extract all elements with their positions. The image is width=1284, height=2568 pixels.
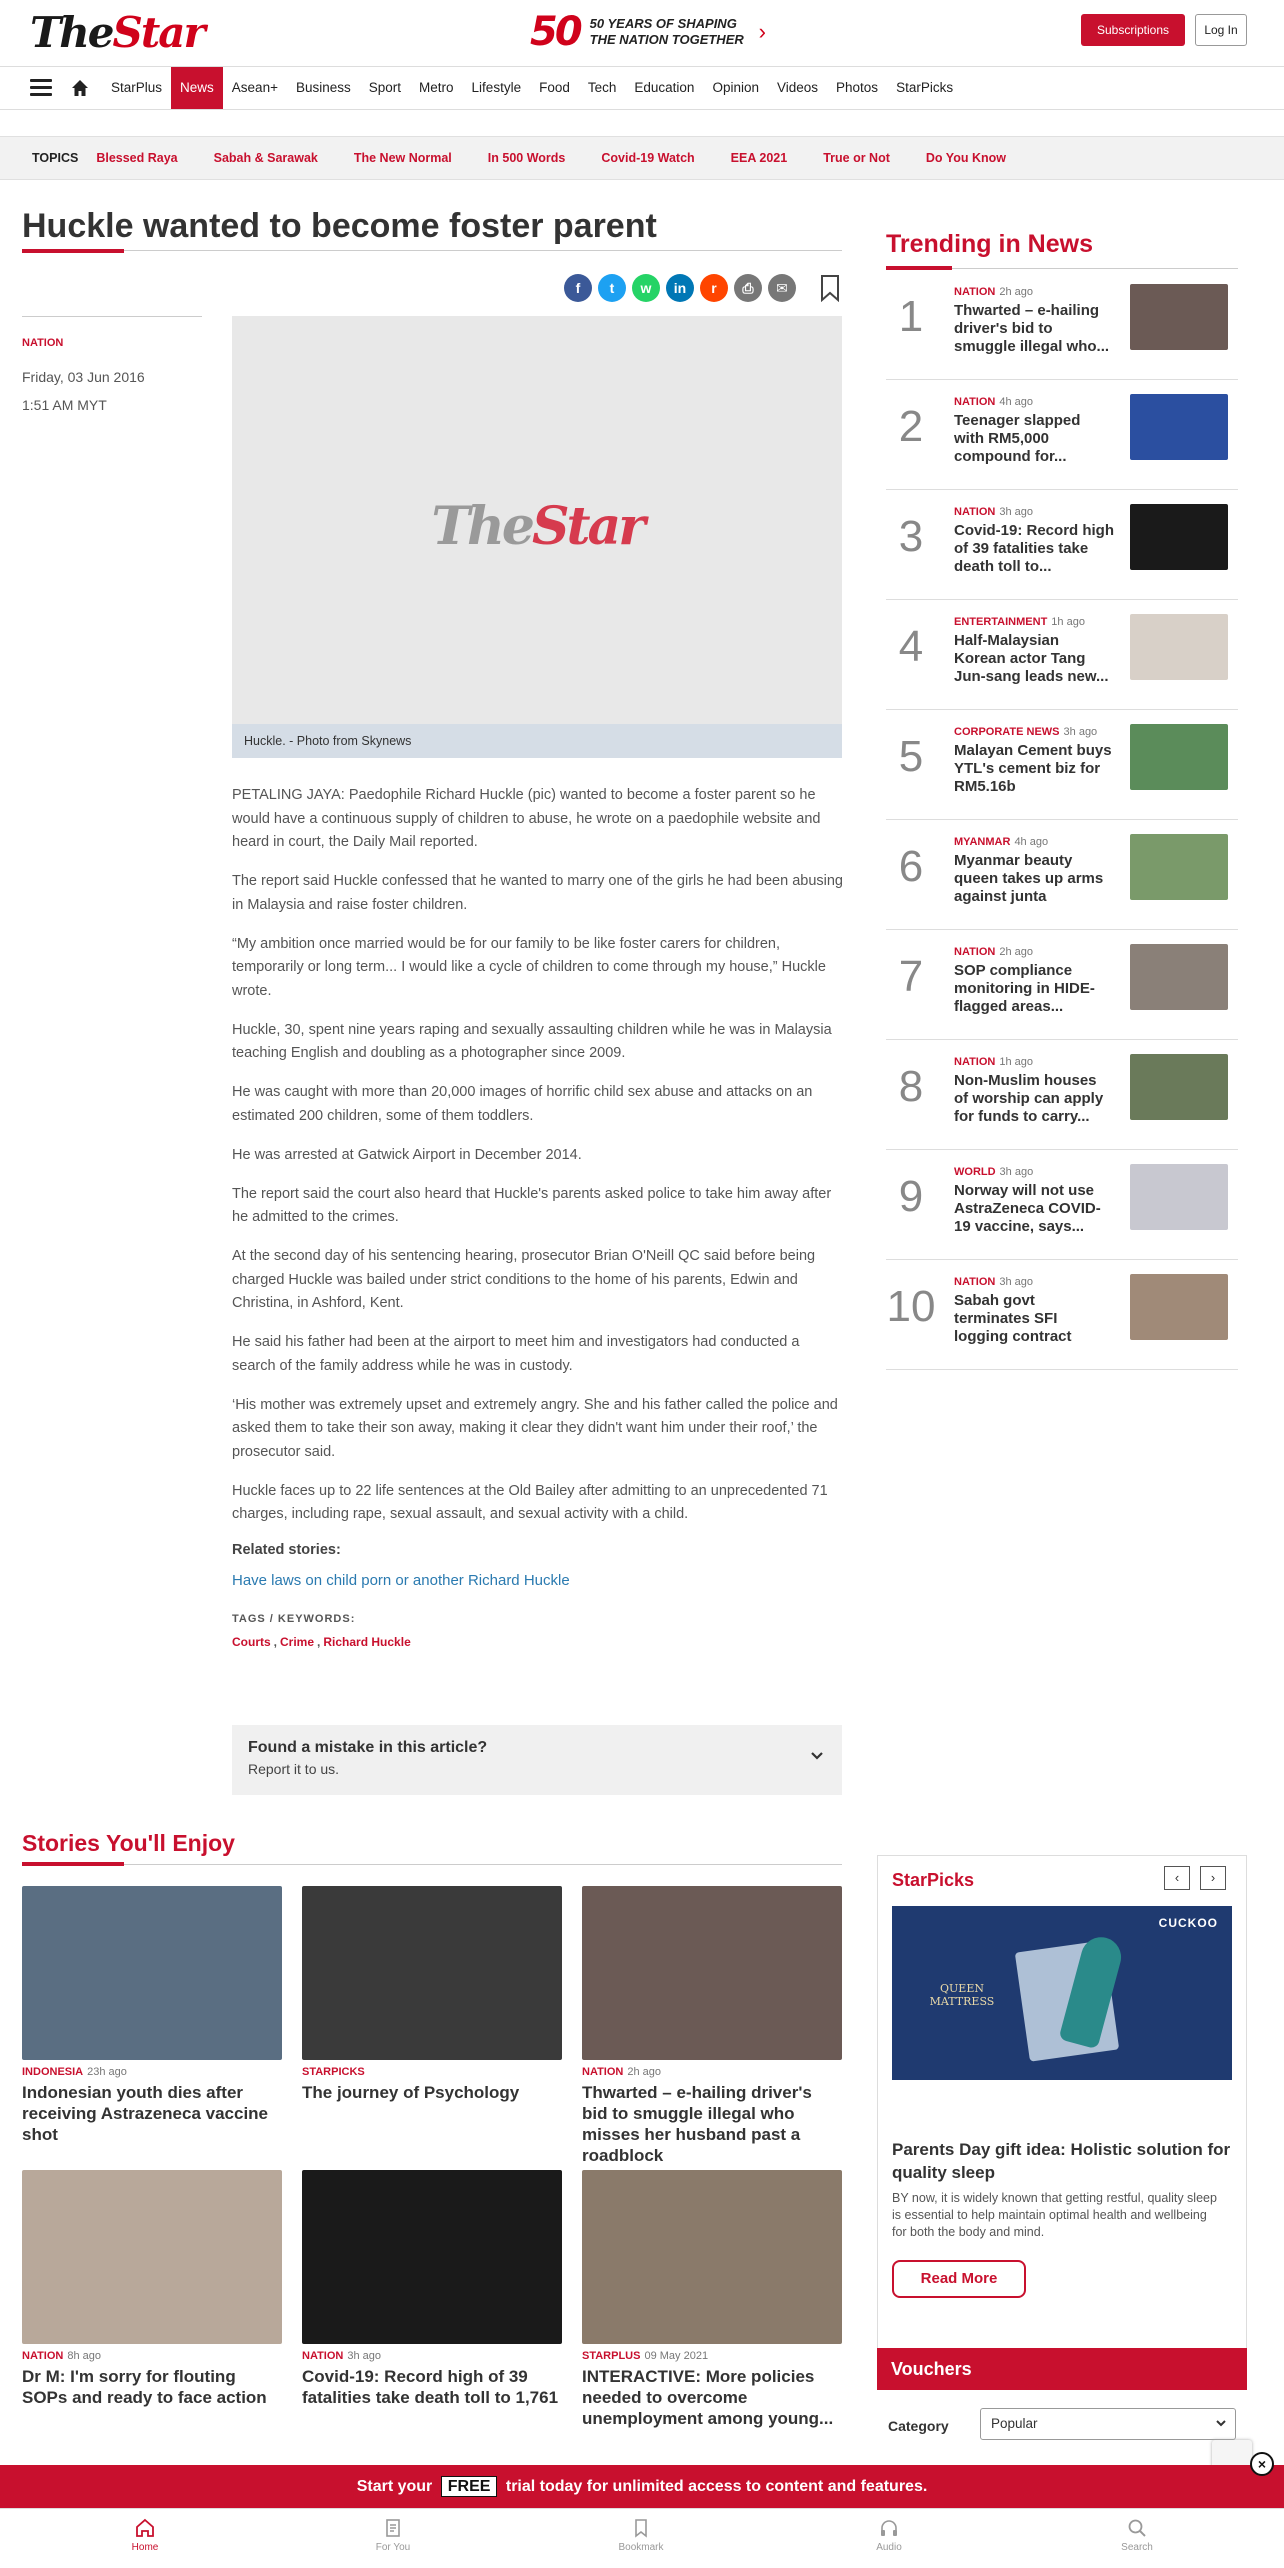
stories-accent [22,1862,124,1866]
chevron-right-icon: › [758,19,766,44]
nav-item-business[interactable]: Business [295,80,351,95]
trending-rank: 3 [898,512,924,561]
trending-headline[interactable]: Covid-19: Record high of 39 fatalities take death toll to... [954,522,1115,575]
article-paragraph: PETALING JAYA: Paedophile Richard Huckle (pic) wanted to become a foster parent so he would have a continuous supply of children to abuse, he wrote on a paedophile website and heard in court, the Daily Mail reported. [232,787,821,850]
topics-bar [0,136,1284,180]
trending-rank: 10 [886,1282,936,1331]
promo-text-start: Start your [356,2478,433,2495]
tab-search[interactable] [1097,2517,1177,2553]
trending-rank: 8 [898,1062,924,1111]
chevron-right-icon[interactable]: › [1200,1866,1226,1890]
trending-thumbnail[interactable] [1130,614,1228,680]
trending-rank: 9 [898,1172,924,1221]
nav-item-food[interactable]: Food [539,80,570,95]
trending-rank: 4 [898,622,924,671]
story-category[interactable]: STARPLUS 09 May 2021 [582,2350,709,2362]
tab-label: For You [375,2542,411,2553]
trending-title: Trending in News [886,230,1093,258]
anniversary-banner[interactable] [530,10,766,54]
trending-time: 3h ago [999,506,1034,518]
trending-item[interactable] [886,930,1238,1040]
trending-thumbnail[interactable] [1130,394,1228,460]
mistake-heading: Found a mistake in this article? [248,1739,488,1756]
logo-the: The [30,8,113,57]
article-paragraph: Huckle faces up to 22 life sentences at the Old Bailey after admitting to an unprecedented 71 charges, including rape, sexual assault, and sexual activity with a child. [232,1482,828,1522]
trending-time: 4h ago [1014,836,1049,848]
starpicks-widget [877,1855,1247,2350]
story-card[interactable] [582,2170,842,2429]
anniversary-number: 50 [530,9,580,55]
trending-item[interactable] [886,490,1238,600]
tags-heading: TAGS / KEYWORDS: [232,1613,356,1625]
trending-thumbnail[interactable] [1130,944,1228,1010]
tab-home[interactable] [105,2517,185,2553]
bookmark-icon [630,2517,652,2539]
tag-link[interactable]: Crime [280,1635,315,1649]
trending-category[interactable]: NATION 3h ago [954,1276,1034,1288]
topic-link[interactable]: Covid-19 Watch [601,151,695,165]
trending-time: 1h ago [1051,616,1085,628]
trending-category[interactable]: NATION 2h ago [954,946,1034,958]
image-caption: Huckle. - Photo from Skynews [232,724,842,758]
nav-item-tech[interactable]: Tech [587,80,617,95]
story-image[interactable] [582,1886,842,2060]
trending-thumbnail[interactable] [1130,1274,1228,1340]
article-paragraph: He was caught with more than 20,000 images of horrific child sex abuse and attacks on an estimated 200 children, some of them toddlers. [232,1084,813,1124]
trending-category[interactable]: NATION 3h ago [954,506,1034,518]
nav-item-lifestyle[interactable]: Lifestyle [471,80,522,95]
tab-for-you[interactable] [353,2517,433,2553]
topic-link[interactable]: Sabah & Sarawak [213,151,318,165]
story-image[interactable] [582,2170,842,2344]
article-time: 1:51 AM MYT [22,397,107,413]
trending-item[interactable] [886,1040,1238,1150]
anniversary-text: 50 YEARS OF SHAPING THE NATION TOGETHER [589,16,744,47]
trending-category[interactable]: ENTERTAINMENT 1h ago [954,616,1085,628]
topic-link[interactable]: In 500 Words [487,151,566,165]
close-icon[interactable]: × [1250,2452,1274,2476]
ad-brand: CUCKOO [1158,1916,1218,1930]
chevron-down-icon[interactable] [810,1749,824,1763]
nav-item-opinion[interactable]: Opinion [712,80,759,95]
story-category[interactable]: NATION 8h ago [22,2350,102,2362]
trending-thumbnail[interactable] [1130,284,1228,350]
category-select[interactable] [980,2408,1236,2440]
topic-link[interactable]: Do You Know [925,151,1006,165]
trending-thumbnail[interactable] [1130,1164,1228,1230]
title-accent [22,249,124,253]
topic-link[interactable]: Blessed Raya [96,151,178,165]
trending-thumbnail[interactable] [1130,834,1228,900]
nav-item-sport[interactable]: Sport [368,80,402,95]
story-category[interactable]: INDONESIA 23h ago [22,2066,127,2078]
trending-headline[interactable]: Half-Malaysian Korean actor Tang Jun-sang leads new... [954,632,1109,685]
story-image[interactable] [22,2170,282,2344]
trending-rank: 2 [898,402,924,451]
share-bar [564,274,802,302]
article-paragraph: He said his father had been at the airport to meet him and investigators had conducted a search of the family address while he was in custody. [232,1334,800,1374]
bottom-tab-bar [0,2508,1284,2568]
trending-headline[interactable]: Sabah govt terminates SFI logging contract [954,1292,1072,1345]
reddit-icon[interactable]: r [700,274,728,302]
story-category[interactable]: NATION 2h ago [582,2066,662,2078]
title-divider [22,250,842,251]
story-headline[interactable]: Thwarted – e-hailing driver's bid to smuggle illegal who misses her husband past a roadblock [582,2083,812,2165]
bookmark-icon[interactable] [818,274,842,302]
trending-item[interactable] [886,380,1238,490]
trending-headline[interactable]: Malayan Cement buys YTL's cement biz for RM5.16b [954,742,1112,795]
trending-item[interactable] [886,710,1238,820]
story-image[interactable] [302,1886,562,2060]
logo-star: Star [112,8,204,57]
tab-label: Home [131,2542,159,2553]
linkedin-icon[interactable]: in [666,274,694,302]
story-headline[interactable]: Dr M: I'm sorry for flouting SOPs and ready to face action [22,2367,267,2407]
whatsapp-icon[interactable]: w [632,274,660,302]
trending-item[interactable] [886,600,1238,710]
read-more-button[interactable]: Read More [892,2260,1026,2298]
trending-headline[interactable]: Norway will not use AstraZeneca COVID-19 vaccine, says... [954,1182,1101,1235]
trending-headline[interactable]: Thwarted – e-hailing driver's bid to smuggle illegal who... [954,302,1110,355]
subscriptions-button[interactable]: Subscriptions [1081,14,1185,46]
home-icon[interactable] [70,78,90,98]
starpicks-ad-image[interactable] [892,1906,1232,2080]
trending-rank: 1 [898,292,924,341]
trending-item[interactable] [886,820,1238,930]
article-paragraph: ‘His mother was extremely upset and extremely angry. She and his father called the police and asked them to take their son away, making it clear they didn't want him under their roof,’ the prosecutor said. [232,1396,838,1460]
tag-link[interactable]: Courts [232,1635,271,1649]
starpicks-headline[interactable]: Parents Day gift idea: Holistic solution for quality sleep [892,2140,1231,2182]
article-paragraph: “My ambition once married would be for our family to be like foster carers for children, temporarily or long term... I would like a cycle of children to come through my house,” Huckle wrote. [232,935,826,999]
trending-item[interactable] [886,1150,1238,1260]
print-icon[interactable]: ⎙ [734,274,762,302]
tab-label: Search [1121,2542,1153,2553]
nav-item-videos[interactable]: Videos [776,80,819,95]
article-paragraph: The report said the court also heard that Huckle's parents asked police to take him away after he admitted to the crimes. [232,1185,832,1225]
trending-time: 2h ago [999,946,1034,958]
main-nav [0,66,1284,110]
story-card[interactable] [302,2170,562,2408]
story-time: 23h ago [87,2066,127,2078]
twitter-icon[interactable]: t [598,274,626,302]
story-headline[interactable]: Indonesian youth dies after receiving Astrazeneca vaccine shot [22,2083,269,2144]
category-value: Popular [991,2416,1038,2431]
trending-time: 3h ago [1063,726,1098,738]
home-icon [134,2517,156,2539]
article-title: Huckle wanted to become foster parent [22,207,657,245]
topics-label: TOPICS [32,151,79,165]
login-button[interactable]: Log In [1195,14,1247,46]
vouchers-header: Vouchers [877,2348,1247,2390]
trending-category[interactable]: NATION 1h ago [954,1056,1034,1068]
story-image[interactable] [22,1886,282,2060]
article-body [232,784,844,1649]
story-headline[interactable]: INTERACTIVE: More policies needed to overcome unemployment among young... [582,2367,834,2428]
nav-list [102,67,962,109]
story-card[interactable] [22,1886,282,2145]
trending-time: 3h ago [999,1276,1034,1288]
story-time: 09 May 2021 [644,2350,709,2362]
tab-label: Bookmark [618,2542,664,2553]
trending-headline[interactable]: Non-Muslim houses of worship can apply for funds to carry... [954,1072,1104,1125]
story-card[interactable] [582,1886,842,2166]
tab-bookmark[interactable] [601,2517,681,2553]
starpicks-description: BY now, it is widely known that getting restful, quality sleep is essential to help maintain optimal health and wellbeing for both the body and mind. [892,2191,1217,2239]
trending-category[interactable]: WORLD 3h ago [954,1166,1034,1178]
nav-item-photos[interactable]: Photos [836,80,879,95]
article-paragraph: At the second day of his sentencing hearing, prosecutor Brian O'Neill QC said before being charged Huckle was bailed under strict conditions to the home of his parents, Edwin and Christina, in Ashford, Kent. [232,1248,816,1311]
trending-category[interactable]: NATION 4h ago [954,396,1034,408]
article-date: Friday, 03 Jun 2016 [22,369,145,385]
trending-thumbnail[interactable] [1130,1054,1228,1120]
trending-item[interactable] [886,1260,1238,1370]
trending-headline[interactable]: Teenager slapped with RM5,000 compound for... [954,412,1081,465]
trending-time: 1h ago [999,1056,1034,1068]
story-card[interactable] [302,1886,562,2103]
article-category[interactable]: NATION [22,337,64,349]
promo-banner[interactable] [0,2465,1284,2508]
story-image[interactable] [302,2170,562,2344]
starpicks-title: StarPicks [892,1870,975,1890]
tags-list: Courts , Crime , Richard Huckle [232,1635,411,1649]
tab-label: Audio [876,2542,902,2553]
story-category[interactable]: NATION 3h ago [302,2350,382,2362]
trending-thumbnail[interactable] [1130,724,1228,790]
article-meta [22,316,202,419]
story-headline[interactable]: The journey of Psychology [302,2083,520,2102]
trending-category[interactable]: CORPORATE NEWS 3h ago [954,726,1098,738]
trending-headline[interactable]: SOP compliance monitoring in HIDE-flagged areas... [954,962,1095,1015]
trending-rank: 6 [898,842,924,891]
promo-free-badge: FREE [441,2476,498,2497]
story-category[interactable]: STARPICKS [302,2066,365,2078]
trending-thumbnail[interactable] [1130,504,1228,570]
headphones-icon [878,2517,900,2539]
trending-time: 2h ago [999,286,1034,298]
trending-headline[interactable]: Myanmar beauty queen takes up arms against junta [954,852,1104,905]
trending-rank: 5 [898,732,924,781]
placeholder-logo: TheStar [431,496,643,557]
ad-text: QUEEN MATTRESS [929,1982,995,2008]
search-icon [1126,2517,1148,2539]
topic-link[interactable]: True or Not [823,151,890,165]
stories-divider [22,1864,842,1865]
nav-item-starpicks[interactable]: StarPicks [896,80,954,95]
trending-time: 3h ago [999,1166,1034,1178]
promo-text-end: trial today for unlimited access to content and features. [505,2478,928,2495]
nav-item-starplus[interactable]: StarPlus [111,80,163,95]
topic-link[interactable]: EEA 2021 [730,151,788,165]
article-paragraph: The report said Huckle confessed that he wanted to marry one of the girls he had been abusing in Malaysia and raise foster children. [232,873,843,913]
story-time: 8h ago [67,2350,102,2362]
trending-category[interactable]: NATION 2h ago [954,286,1034,298]
nav-item-asean-[interactable]: Asean+ [231,80,278,95]
related-story-link[interactable]: Have laws on child porn or another Richard Huckle [232,1572,570,1589]
document-icon [382,2517,404,2539]
trending-rank: 7 [898,952,924,1001]
chevron-left-icon[interactable]: ‹ [1164,1866,1190,1890]
hamburger-menu-icon[interactable] [30,79,52,97]
nav-item-news[interactable]: News [171,67,223,109]
topic-link[interactable]: The New Normal [353,151,452,165]
trending-category[interactable]: MYANMAR 4h ago [954,836,1049,848]
tag-link[interactable]: Richard Huckle [323,1635,411,1649]
story-headline[interactable]: Covid-19: Record high of 39 fatalities take death toll to 1,761 [302,2367,559,2407]
article-hero-image [232,316,842,724]
trending-item[interactable] [886,270,1238,380]
stories-title: Stories You'll Enjoy [22,1830,235,1856]
nav-item-education[interactable]: Education [634,80,695,95]
related-heading: Related stories: [232,1542,341,1558]
nav-item-metro[interactable]: Metro [419,80,454,95]
site-logo[interactable] [30,8,204,58]
article-paragraph: Huckle, 30, spent nine years raping and sexually assaulting children while he was in Malaysia teaching English and doubling as a photographer since 2009. [232,1021,832,1061]
story-card[interactable] [22,2170,282,2408]
category-label: Category [888,2418,949,2434]
story-time: 2h ago [627,2066,662,2078]
email-icon[interactable]: ✉ [768,274,796,302]
story-time: 3h ago [347,2350,382,2362]
report-mistake-panel[interactable] [232,1725,842,1795]
trending-time: 4h ago [999,396,1034,408]
mistake-subtext: Report it to us. [248,1761,340,1777]
tab-audio[interactable] [849,2517,929,2553]
chevron-down-icon [1215,2417,1227,2429]
site-header [0,0,1284,66]
facebook-icon[interactable]: f [564,274,592,302]
article-paragraph: He was arrested at Gatwick Airport in December 2014. [232,1146,582,1163]
